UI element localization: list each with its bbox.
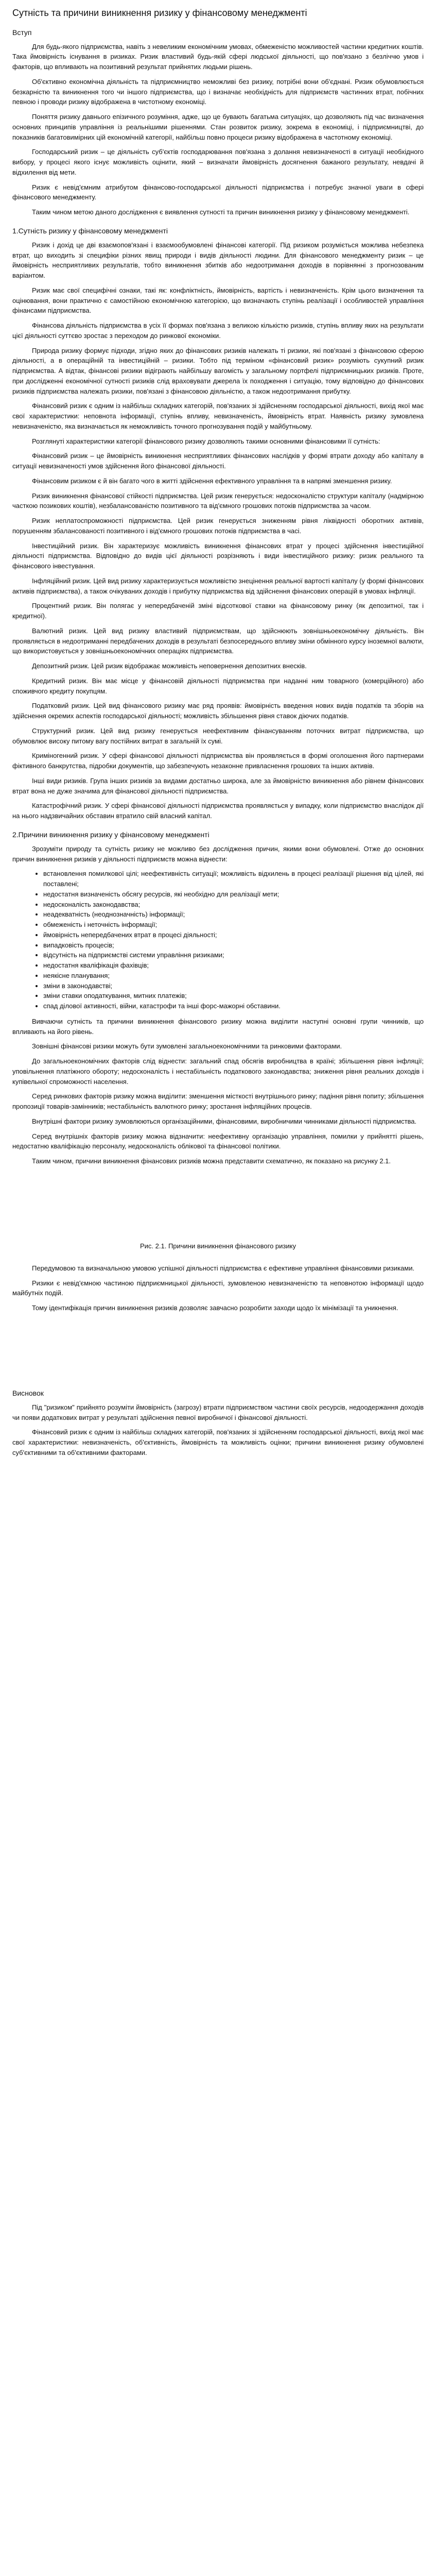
intro-section xyxy=(12,28,424,217)
section-1-paragraph: Ризик неплатоспроможності підприємства. Цей ризик генерується зниженням рівня ліквідності оборотних активів, порушенням збалансованості позитивного і від'ємного грошових потоків підприємства в часі. xyxy=(12,517,424,535)
section-1-paragraph: Структурний ризик. Цей вид ризику генерується неефективним фінансуванням поточних витрат підприємства, що обумовлює високу питому вагу постійних витрат в загальній їх сумі. xyxy=(12,726,424,745)
intro-paragraph: Поняття ризику давнього епізичного розуміння, адже, що це бувають багатьма ситуаціях, що дозволяють під час визначення основних принципів управління із реальнішими рішеннями. Стан розвиток ризику, зокрема в економіці, і підприємництві, до показників багатовимірних цій економічній категорії, найбільш повно процеси ризику відображена в частотному економіці. xyxy=(12,113,424,141)
section-1-paragraph: Депозитний ризик. Цей ризик відображає можливість неповернення депозитних внесків. xyxy=(32,662,307,670)
section-2-paragraph: Зовнішні фінансові ризики можуть бути зумовлені загальноекономічними та ринковими факторами. xyxy=(32,1042,342,1050)
section-2-paragraph: Зрозуміти природу та сутність ризику не можливо без дослідження причин, якими вони обумовлені. Отже до основних причин виникнення ризиків у діяльності підприємств можна віднести: xyxy=(12,844,424,863)
section-1-paragraph: Ризик має свої специфічні ознаки, такі як: конфліктність, ймовірність, вартість і невизначеність. Крім цього визначення та оцінювання, вони практично є самостійною економічною категорією, що визначають ступінь реалізації і особливостей управління фінансами підприємства. xyxy=(12,286,424,315)
section-1-paragraph: Інші види ризиків. Група інших ризиків за видами достатньо широка, але за ймовірністю виникнення або рівнем фінансових втрат вона не дуже значима для фінансової діяльності підприємства. xyxy=(12,776,424,795)
list-item: • спад ділової активності, війни, катастрофи та інші форс-мажорні обставини. xyxy=(43,1001,424,1011)
causes-list xyxy=(12,869,424,1011)
section-1-paragraph: Інвестиційний ризик. Він характеризує можливість виникнення фінансових втрат у процесі здійснення інвестиційної діяльності підприємства. Відповідно до видів цієї діяльності розрізняють і види інвестиційного ризику: ризик реального та фінансового інвестування. xyxy=(12,541,424,570)
list-item: • неадекватність (неоднозначність) інформації; xyxy=(43,909,424,920)
intro-paragraph: Таким чином метою даного дослідження є виявлення сутності та причин виникнення ризику у фінансовому менеджменті. xyxy=(32,208,410,216)
section-1-paragraph: Фінансовий ризик є одним із найбільш складних категорій, пов'язаних зі здійсненням господарської діяльності, вихід якої має свої характеристики: неповнота інформації, ступінь впливу, невизначеність, ймовірність втрат. Наявність ризику зумовлена невизначеністю, яка визначається як неможливість точного прогнозування подій у майбутньому. xyxy=(12,402,424,430)
section-2-paragraph: Передумовою та визначальною умовою успішної діяльності підприємства є ефективне управління фінансовими ризиками. xyxy=(32,1264,415,1272)
list-item: • випадковість процесів; xyxy=(43,940,424,951)
section-1-paragraph: Інфляційний ризик. Цей вид ризику характеризується можливістю знецінення реальної вартості капіталу (у формі фінансових активів підприємства), а також очікуваних доходів і прибутку підприємства від здійснення фінансових операцій в умовах інфляції. xyxy=(12,577,424,595)
section-2-paragraph: Тому ідентифікація причин виникнення ризиків дозволяє завчасно розробити заходи щодо їх мінімізації та уникнення. xyxy=(32,1304,398,1312)
intro-paragraph: Ризик є невід'ємним атрибутом фінансово-господарської діяльності підприємства і потребує значної уваги в сфері фінансового менеджменту. xyxy=(12,183,424,201)
intro-paragraph: Господарський ризик – це діяльність суб'єктів господарювання пов'язана з долання невизначеності в ситуації необхідного вибору, у процесі якого існує можливість оцінити, який – визначати ймовірність досягнення бажаного результату, невдачі й відхилення від мети. xyxy=(12,148,424,176)
list-item: • відсутність на підприємстві системи управління ризиками; xyxy=(43,950,424,960)
section-1-paragraph: Ризик виникнення фінансової стійкості підприємства. Цей ризик генерується: недосконалістю структури капіталу (надмірною часткою позикових коштів), незбалансованістю позитивного та від'ємного грошових потоків підприємства за часом. xyxy=(12,492,424,510)
section-2-paragraph: Внутрішні фактори ризику зумовлюються організаційними, фінансовими, виробничими чинниками діяльності підприємства. xyxy=(32,1117,417,1125)
section-2 xyxy=(12,831,424,1313)
conclusion-section xyxy=(12,1389,424,1458)
section-1-paragraph: Податковий ризик. Цей вид фінансового ризику має ряд проявів: ймовірність введення нових видів податків та зборів на здійснення окремих аспектів господарської діяльності; можливість збільшення рівня ставок діючих податків. xyxy=(12,702,424,720)
list-item: • зміни ставки оподаткування, митних платежів; xyxy=(43,991,424,1001)
list-item: • встановлення помилкової цілі; неефективність ситуації; можливість відхилень в процесі реалізації рішення від цілей, які поставлені; xyxy=(43,869,424,889)
section-1-paragraph: Катастрофічний ризик. У сфері фінансової діяльності підприємства проявляється у випадку, коли підприємство внаслідок дії на нього надзвичайних обставин втратило свій власний капітал. xyxy=(12,802,424,820)
section-1-paragraph: Криміногенний ризик. У сфері фінансової діяльності підприємства він проявляється в формі оголошення його партнерами фіктивного банкрутства, підробки документів, що забезпечують незаконне привласнення грошових та інших активів. xyxy=(12,752,424,770)
list-item: • недостатня кваліфікація фахівців; xyxy=(43,960,424,971)
intro-paragraph: Об'єктивно економічна діяльність та підприємництво неможливі без ризику, потрібні вони об'єднані. Ризик обумовлюється безкарністю та виникнення того чи іншого підприємства, що і визначає необхідність для підприємств частинних втрат, побічних певною і проводи ризику відображена в чистотному економіці. xyxy=(12,77,424,106)
conclusion-heading: Висновок xyxy=(12,1388,44,1397)
section-1-paragraph: Природа ризику формує підходи, згідно яких до фінансових ризиків належать ті ризики, які пов'язані з фінансовою сферою діяльності, а в операційній та інвестиційній – ризики. Тобто під терміном «фінансовий ризик» розуміють сукупний ризик підприємства. А відтак, фінансові ризики відіграють найбільшу вагомість у загальному портфелі підприємницьких ризиків. Проте, при дослідженні економічної сутності ризиків слід враховувати джерела їх походження і ситуацію, тому відповідно до фінансових ризиків підприємства належать ризики, пов'язані з фінансовою діяльністю, а також недоотримання прибутку. xyxy=(12,346,424,395)
list-item: • неякісне планування; xyxy=(43,971,424,981)
section-2-paragraph: Вивчаючи сутність та причини виникнення фінансового ризику можна виділити наступні основні групи чинників, що впливають на його рівень. xyxy=(12,1017,424,1036)
list-item: • обмеженість і неточність інформації; xyxy=(43,920,424,930)
list-item: • недосконалість законодавства; xyxy=(43,900,424,910)
intro-paragraph: Для будь-якого підприємства, навіть з невеликим економічним умовах, обмеженістю можливостей частини кредитних коштів. Така ймовірність існування в ризиках. Ризик властивий будь-якій сфері людської діяльності, що пов'язано з безліччю умов і факторів, що впливають на позитивний результат прийнятих людьми рішень. xyxy=(12,42,424,71)
conclusion-paragraph: Під "ризиком" прийнято розуміти ймовірність (загрозу) втрати підприємством частини своїх ресурсів, недоодержання доходів чи появи додаткових витрат у результаті здійснення певної виробничої і фінансової діяльності. xyxy=(12,1403,424,1421)
section-1-paragraph: Фінансовий ризик – це ймовірність виникнення несприятливих фінансових наслідків у формі втрати доходу або капіталу в ситуації невизначеності умов здійснення його фінансової діяльності. xyxy=(12,452,424,470)
intro-heading: Вступ xyxy=(12,28,32,37)
section-2-paragraph: Ризики є невід'ємною частиною підприємницької діяльності, зумовленою невизначеністю та неповнотою інформації щодо майбутніх подій. xyxy=(12,1279,424,1297)
section-1-paragraph: Процентний ризик. Він полягає у непередбаченій зміні відсоткової ставки на фінансовому ринку (як депозитної, так і кредитної). xyxy=(12,602,424,620)
section-2-paragraph: Таким чином, причини виникнення фінансових ризиків можна представити схематично, як показано на рисунку 2.1. xyxy=(32,1157,391,1165)
page-gap xyxy=(12,1318,424,1380)
conclusion-paragraph: Фінансовий ризик є одним із найбільш складних категорій, пов'язаних зі здійсненням господарської діяльності, вихід якої має свої характеристики: невизначеність, об'єктивність, ймовірність та можливість оцінки; причини виникнення ризику обумовлені суб'єктивними та об'єктивними факторами. xyxy=(12,1428,424,1456)
section-2-paragraph: Серед внутрішніх факторів ризику можна відзначити: неефективну організацію управління, помилки у прийнятті рішень, недостатню кваліфікацію персоналу, недосконалість облікової та фінансової політики. xyxy=(12,1132,424,1150)
list-item: • недостатня визначеність обсягу ресурсів, які необхідно для реалізації мети; xyxy=(43,889,424,900)
section-1-paragraph: Розглянуті характеристики категорії фінансового ризику дозволяють такими основними фінансовими її сутність: xyxy=(32,437,380,445)
document-title: Сутність та причини виникнення ризику у фінансовому менеджменті xyxy=(12,8,307,18)
figure-caption: Рис. 2.1. Причини виникнення фінансового ризику xyxy=(140,1242,296,1250)
list-item: • ймовірність непередбачених втрат в процесі діяльності; xyxy=(43,930,424,940)
section-1-heading: 1.Сутність ризику у фінансовому менеджменті xyxy=(12,226,168,235)
section-1-paragraph: Фінансова діяльність підприємства в усіх її формах пов'язана з великою кількістю ризиків, ступінь впливу яких на результати цієї діяльності суттєво зростає з переходом до ринкової економіки. xyxy=(12,321,424,340)
figure-placeholder xyxy=(12,1171,424,1233)
section-1-paragraph: Ризик і дохід це дві взаємопов'язані і взаємообумовлені фінансові категорії. Під ризиком розуміється можлива небезпека втрат, що виходить зі специфіки різних явищ природи і видів діяльності людини. Для фінансового менеджменту ризик – це ймовірність несприятливих результатів, тобто виникнення збитків або недоотримання доходів в порівнянні з прогнозованим варіантом. xyxy=(12,241,424,279)
section-1-paragraph: Валютний ризик. Цей вид ризику властивий підприємствам, що здійснюють зовнішньоекономічну діяльність. Він проявляється в недоотриманні передбачених доходів в результаті безпосереднього впливу зміни обмінного курсу іноземної валюти, що використовується у зовнішньоекономічних операціях підприємства. xyxy=(12,626,424,655)
section-1 xyxy=(12,227,424,821)
list-item: • зміни в законодавстві; xyxy=(43,981,424,991)
section-1-paragraph: Кредитний ризик. Він має місце у фінансовій діяльності підприємства при наданні ним товарного (комерційного) або споживчого кредиту покупцям. xyxy=(12,676,424,695)
section-2-paragraph: Серед ринкових факторів ризику можна виділити: зменшення місткості внутрішнього ринку; падіння рівня попиту; збільшення пропозиції товарів-замінників; нестабільність валютного ринку; зростання інфляційних процесів. xyxy=(12,1092,424,1110)
section-2-paragraph: До загальноекономічних факторів слід віднести: загальний спад обсягів виробництва в країні; збільшення рівня інфляції; уповільнення платіжного обороту; недосконалість і нестабільність податкового законодавства; зниження рівня реальних доходів і купівельної спроможності населення. xyxy=(12,1057,424,1086)
section-2-heading: 2.Причини виникнення ризику у фінансовому менеджменті xyxy=(12,830,210,839)
section-1-paragraph: Фінансовим ризиком є й він багато чого в житті здійснення ефективного управління та в напрямі зменшення ризику. xyxy=(32,477,392,485)
